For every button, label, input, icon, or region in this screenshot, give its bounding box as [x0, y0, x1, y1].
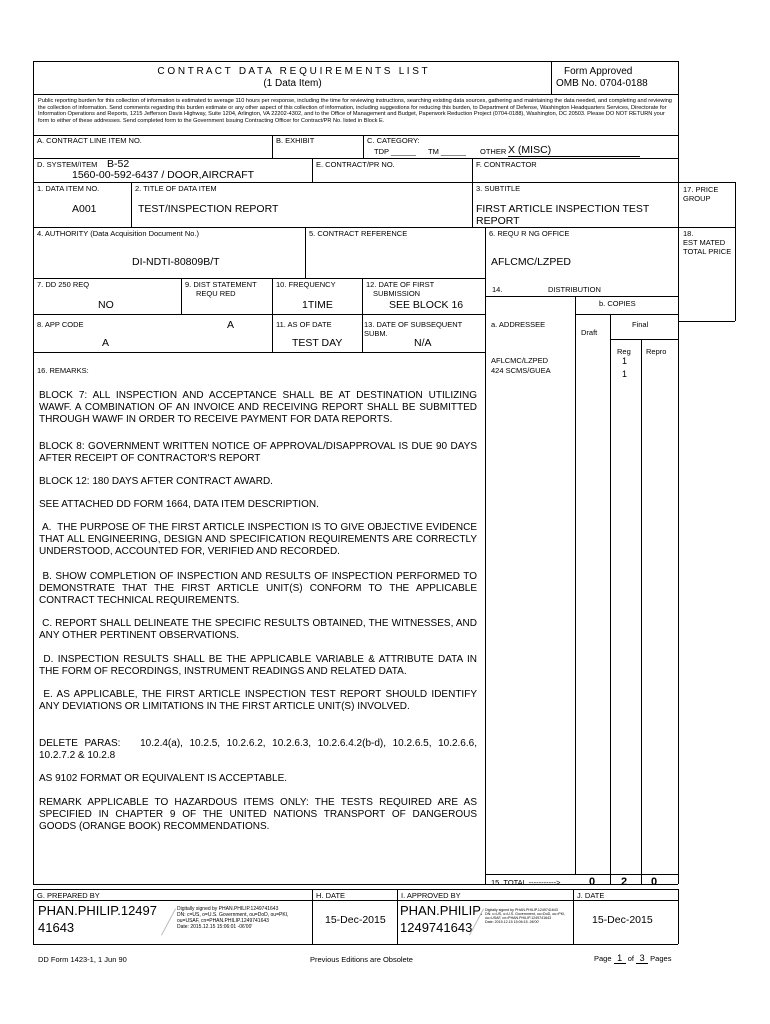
block-1-value: A001 [72, 203, 97, 215]
addressee-1: AFLCMC/LZPED [491, 356, 549, 365]
page-number: 1 [614, 953, 626, 964]
block-14-addressee: a. ADDRESSEE [491, 320, 546, 329]
remark-para-a: A. THE PURPOSE OF THE FIRST ARTICLE INSPECTION IS TO GIVE OBJECTIVE EVIDENCE THAT ALL ENGINEERING, DESIGN AND SPECIFICATION REQUIREMENTS ARE CORRECTLY UNDERSTOOD, ACCOUNTED FOR, VERIFIED AND RECORDED. [39, 522, 480, 557]
block-1-label: 1. DATA ITEM NO. [37, 184, 100, 193]
remark-para-b: B. SHOW COMPLETION OF INSPECTION AND RESULTS OF INSPECTION PERFORMED TO DEMONSTRATE THAT THE FIRST ARTICLE UNIT(S) CONFORM TO THE APPLICABLE CONTRACT TECHNICAL REQUIREMENTS. [39, 571, 480, 606]
prepared-by-name-2: 41643 [38, 920, 75, 935]
block-j-label: J. DATE [577, 891, 605, 900]
block-11-value: TEST DAY [292, 337, 343, 349]
block-7-label: 7. DD 250 REQ [37, 280, 90, 289]
page-prefix: Page [594, 954, 612, 963]
block-13-label-1: 13. DATE OF SUBSEQUENT [364, 320, 463, 329]
block-9-label-2: REQU RED [196, 289, 236, 298]
block-3-label: 3. SUBTITLE [476, 184, 521, 193]
block-18-label-2: EST MATED [683, 238, 726, 247]
block-3-value-1: FIRST ARTICLE INSPECTION TEST [476, 203, 650, 215]
burden-statement: Public reporting burden for this collection of information is estimated to average 110 hours per response, including the time for reviewing instructions, searching existing data sources, gathering and maintaining the data needed, and completing and reviewing the collection of information. Send comments regarding this burden estimate or any other aspect of this collection of information, including suggestions for reducing this burden, to Department of Defense, Washington Headquarters Services, Directorate for Information Operations and Reports, 1215 Jefferson Davis Highway, Suite 1204, Arlington, VA 22202-4302, and to the Office of Management and Budget, Paperwork Reduction Project (0704-0188), Washington, DC 20503. Please DO NOT RETURN your form to either of these addresses. Send completed form to the Government Issuing Contracting Officer for Contract/PR No. listed in Block E. [38, 98, 672, 124]
block-18-label-3: TOTAL PRICE [683, 247, 732, 256]
block-12-label-1: 12. DATE OF FIRST [366, 280, 435, 289]
approved-by-name-1: PHAN.PHILIP. [400, 903, 483, 918]
block-12-label-2: SUBMISSION [373, 289, 421, 298]
total-draft: 0 [589, 876, 596, 888]
remark-block-12: BLOCK 12: 180 DAYS AFTER CONTRACT AWARD. [39, 476, 273, 487]
remark-block-8: BLOCK 8: GOVERNMENT WRITTEN NOTICE OF APPROVAL/DISAPPROVAL IS DUE 90 DAYS AFTER RECEIPT OF CONTRACTOR'S REPORT [39, 441, 477, 464]
block-g-label: G. PREPARED BY [37, 891, 100, 900]
form-title: C O N T R A C T D A T A R E Q U I R E M E N T S L I S T [157, 66, 428, 77]
prepared-by-name-1: PHAN.PHILIP.12497 [38, 903, 157, 918]
block-4-label: 4. AUTHORITY (Data Acquisition Document No.) [37, 229, 200, 238]
remark-delete-paras: DELETE PARAS: 10.2.4(a), 10.2.5, 10.2.6.2, 10.2.6.3, 10.2.6.4.2(b-d), 10.2.6.5, 10.2.6.6, 10.2.7.2 & 10.2.8 [39, 738, 480, 761]
approved-by-sig-line-2: DN: c=US, o=U.S. Government, ou=DoD, ou=PKI, [485, 912, 566, 916]
page-total: 3 [636, 953, 648, 964]
block-i-label: I. APPROVED BY [401, 891, 461, 900]
block-c-other-value: X (MISC) [508, 144, 640, 157]
block-4-value: DI-NDTI-80809B/T [132, 256, 220, 268]
block-a-label: A. CONTRACT LINE ITEM NO. [37, 136, 142, 145]
block-14-reg: Reg [617, 347, 631, 356]
block-12-value: SEE BLOCK 16 [389, 299, 464, 311]
block-2-value: TEST/INSPECTION REPORT [138, 203, 279, 215]
remark-para-c: C. REPORT SHALL DELINEATE THE SPECIFIC RESULTS OBTAINED, THE WITNESSES, AND ANY OTHER PERTINENT OBSERVATIONS. [39, 618, 480, 641]
block-d-label: D. SYSTEM/ITEM [37, 160, 98, 169]
block-10-label: 10. FREQUENCY [276, 280, 336, 289]
form-approved: Form Approved [564, 66, 633, 77]
remark-dd-1664: SEE ATTACHED DD FORM 1664, DATA ITEM DESCRIPTION. [39, 499, 319, 510]
total-reg: 2 [621, 876, 628, 888]
block-18-label-1: 18. [683, 229, 694, 238]
block-7-value: NO [98, 299, 114, 311]
block-17-label-2: GROUP [683, 194, 711, 203]
block-14-repro: Repro [646, 347, 667, 356]
block-14-label: 14. [492, 285, 503, 294]
block-16-label: 16. REMARKS: [37, 366, 89, 375]
block-d-system: B-52 [107, 158, 130, 170]
approved-by-sig-line-3: ou=USAF, cn=PHAN.PHILIP.1249741643 [485, 916, 552, 920]
block-d-item: 1560-00-592-6437 / DOOR,AIRCRAFT [72, 169, 255, 181]
reg-copies-2: 1 [622, 369, 628, 379]
omb-number: OMB No. 0704-0188 [556, 78, 648, 89]
reg-copies-1: 1 [622, 356, 628, 366]
prepared-by-sig-line-2: DN: c=US, o=U.S. Government, ou=DoD, ou=PKI, [177, 912, 289, 918]
prepared-by-sig-line-1: Digitally signed by PHAN.PHILIP.1249741643 [177, 906, 279, 912]
block-f-label: F. CONTRACTOR [476, 160, 537, 169]
remark-as9102: AS 9102 FORMAT OR EQUIVALENT IS ACCEPTABLE. [39, 773, 288, 784]
block-9-value: A [227, 319, 235, 331]
block-c-tdp: TDP ______ [374, 147, 416, 156]
block-13-label-2: SUBM. [364, 329, 388, 338]
block-b-label: B. EXHIBIT [276, 136, 315, 145]
block-10-value: 1TIME [302, 299, 333, 311]
prepared-date: 15-Dec-2015 [325, 914, 386, 926]
block-14-copies: b. COPIES [599, 299, 636, 308]
block-8-value: A [102, 337, 110, 349]
form-subtitle: (1 Data Item) [263, 78, 322, 89]
block-17-label-1: 17. PRICE [683, 185, 719, 194]
block-14-final: Final [632, 320, 649, 329]
remark-para-d: D. INSPECTION RESULTS SHALL BE THE APPLICABLE VARIABLE & ATTRIBUTE DATA IN THE FORM OF RECORDINGS, INSTRUMENT READINGS AND RELATED DATA. [39, 654, 480, 677]
block-6-label: 6. REQU R NG OFFICE [489, 229, 570, 238]
block-11-label: 11. AS OF DATE [276, 320, 332, 329]
block-2-label: 2. TITLE OF DATA ITEM [135, 184, 217, 193]
obsolete-notice: Previous Editions are Obsolete [310, 955, 413, 964]
prepared-by-sig-line-3: ou=USAF, cn=PHAN.PHILIP.1249741643 [177, 918, 269, 924]
remark-hazardous: REMARK APPLICABLE TO HAZARDOUS ITEMS ONLY: THE TESTS REQUIRED ARE AS SPECIFIED IN CHAPTER 9 OF THE UNITED NATIONS TRANSPORT OF DANGEROUS GOODS (ORANGE BOOK) RECOMMENDATIONS. [39, 797, 477, 832]
page-indicator [594, 953, 671, 964]
approved-by-sig-line-4: Date: 2015.12.15 15:06:15 -06'00' [485, 920, 540, 924]
page-of: of [627, 954, 634, 963]
block-c-tm: TM ______ [428, 147, 466, 156]
block-14-draft: Draft [581, 328, 598, 337]
approved-date: 15-Dec-2015 [592, 914, 653, 926]
addressee-2: 424 SCMS/GUEA [491, 366, 551, 375]
block-6-value: AFLCMC/LZPED [491, 256, 571, 268]
block-13-value: N/A [414, 337, 432, 349]
total-repro: 0 [651, 876, 658, 888]
prepared-by-sig-line-4: Date: 2015.12.15 15:06:01 -06'00' [177, 924, 253, 930]
block-15-label: 15. TOTAL -----------> [491, 878, 561, 887]
block-9-label-1: 9. DIST STATEMENT [185, 280, 257, 289]
approved-by-sig-line-1: Digitally signed by PHAN.PHILIP.1249741643 [485, 908, 558, 912]
block-c-label: C. CATEGORY: [367, 136, 420, 145]
block-8-label: 8. APP CODE [37, 320, 84, 329]
block-c-other: OTHER [480, 147, 507, 156]
approved-by-name-2: 1249741643 [400, 920, 473, 935]
block-5-label: 5. CONTRACT REFERENCE [309, 229, 408, 238]
remark-para-e: E. AS APPLICABLE, THE FIRST ARTICLE INSPECTION TEST REPORT SHOULD IDENTIFY ANY DEVIATIONS OR LIMITATIONS IN THE FIRST ARTICLE UNIT(S) INVOLVED. [39, 689, 480, 712]
remark-block-7: BLOCK 7: ALL INSPECTION AND ACCEPTANCE SHALL BE AT DESTINATION UTILIZING WAWF. A COMBINATION OF AN INVOICE AND RECEIVING REPORT SHALL BE SUBMITTED THROUGH WAWF IN ORDER TO RECEIVE PAYMENT FOR DATA REPORTS. [39, 390, 477, 425]
block-14-distribution: DISTRIBUTION [548, 285, 601, 294]
block-e-label: E. CONTRACT/PR NO. [316, 160, 395, 169]
block-h-label: H. DATE [316, 891, 346, 900]
form-number: DD Form 1423-1, 1 Jun 90 [38, 955, 127, 964]
page-suffix: Pages [650, 954, 672, 963]
block-3-value-2: REPORT [476, 215, 520, 227]
